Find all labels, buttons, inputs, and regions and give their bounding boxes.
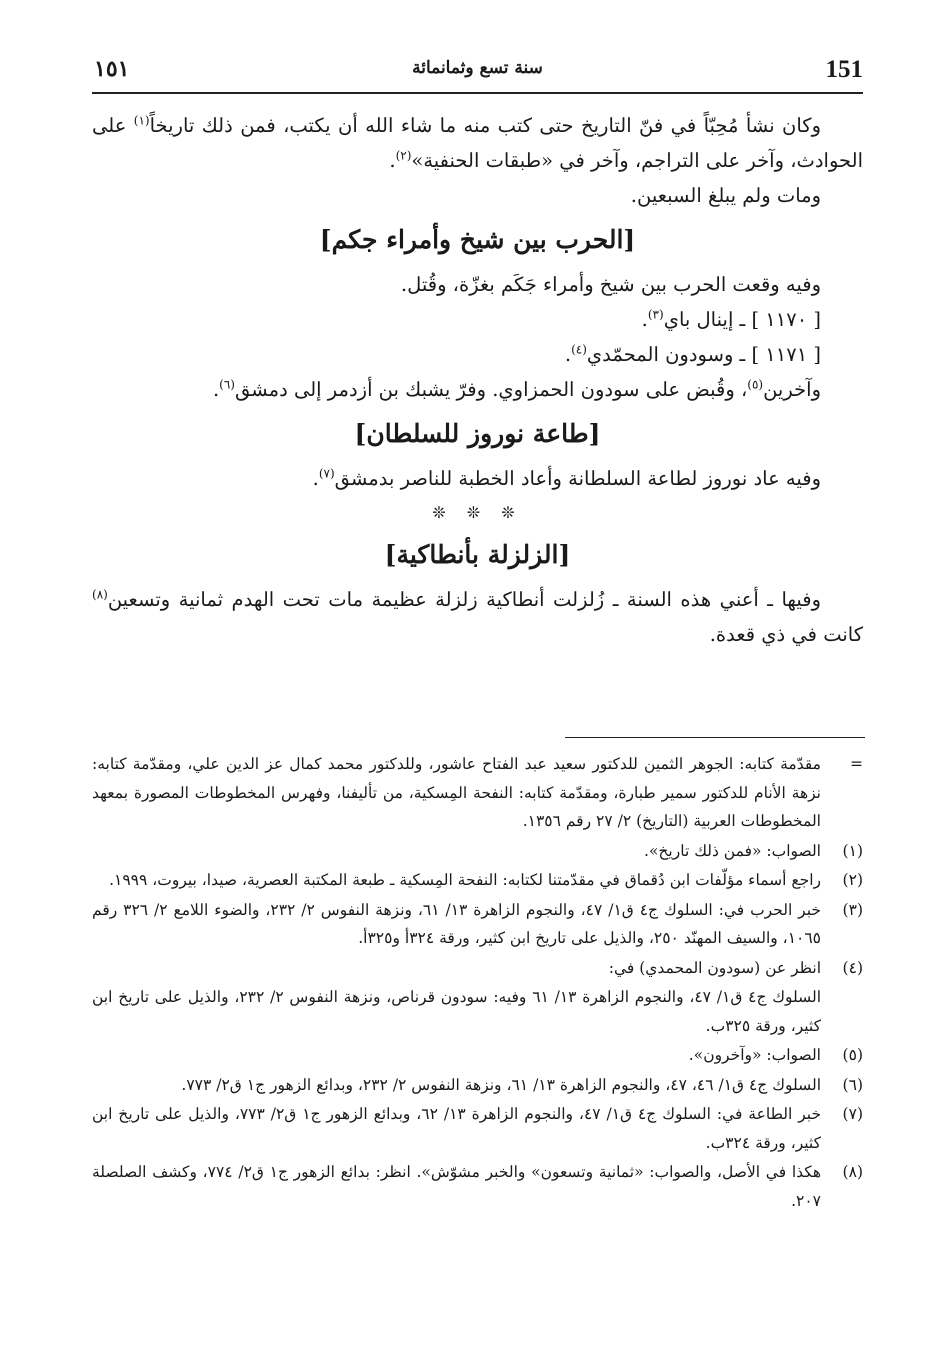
footnote-ref: (١): [133, 113, 150, 128]
footnote-text: خبر الحرب في: السلوك ج٤ ق١/ ٤٧، والنجوم الزاهرة ١٣/ ٦١، ونزهة النفوس ٢/ ٢٣٢، والضوء اللامع ٢/ ٣٢٦ رقم ١٠٦٥، والسيف المهنّد ٢٥٠، والذيل على تاريخ ابن كثير، ورقة ٣٢٤أ و٣٢٥أ.: [92, 900, 821, 947]
footnote-ref: (٢): [395, 148, 412, 163]
paragraph-text: على الحوادث، وآخر على التراجم، وآخر في «طبقات الحنفية»: [92, 114, 863, 172]
footnote-separator: [565, 737, 865, 738]
footnote-number: (٦): [842, 1075, 863, 1094]
footnote-1: [92, 837, 863, 866]
footnote-text: انظر عن (سودون المحمدي) في:: [608, 958, 821, 977]
entry-text: .: [564, 343, 572, 366]
footnote-6: [92, 1071, 863, 1100]
page-number-arabic: ١٥١: [94, 56, 130, 82]
entry-text: [ ١١٧٠ ] ـ إينال باي: [663, 308, 821, 331]
paragraph-text: وفيه عاد نوروز لطاعة السلطانة وأعاد الخطبة للناصر بدمشق: [334, 467, 821, 490]
footnote-2: [92, 866, 863, 895]
footnote-number: [821, 983, 863, 1040]
paragraph-text: ، وقُبض على سودون الحمزاوي. وفرّ يشبك بن أزدمر إلى دمشق: [234, 378, 748, 401]
footnote-ref: (٦): [219, 377, 235, 392]
footnote-ref: (٨): [92, 587, 108, 602]
paragraph-text: وفيها ـ أعني هذه السنة ـ زُلزلت أنطاكية زلزلة عظيمة مات تحت الهدم ثمانية وتسعين: [107, 588, 821, 611]
footnote-4-continued: [92, 983, 863, 1040]
paragraph-2: ومات ولم يبلغ السبعين.: [630, 184, 821, 207]
footnotes: [92, 750, 863, 1216]
footnote-ref: (٥): [747, 377, 764, 392]
entry-text: .: [641, 308, 648, 331]
footnote-number: (٧): [842, 1105, 863, 1123]
paragraph-4: [92, 372, 863, 407]
header-rule: [92, 92, 863, 94]
footnote-text: الصواب: «وآخرون».: [688, 1046, 821, 1064]
paragraph-6: [92, 582, 863, 652]
section-heading-war: [الحرب بين شيخ وأمراء جكم]: [319, 225, 636, 254]
page-header: [92, 52, 863, 92]
footnote-5: [92, 1041, 863, 1070]
footnote-text: مقدّمة كتابه: الجوهر الثمين للدكتور سعيد عبد الفتاح عاشور، وللدكتور محمد كمال عز الدين علي، ومقدّمة كتابه: نزهة الأنام للدكتور سمير طبارة، ومقدّمة كتابه: النفحة المِسكية، من تأليفنا، وفهرس المخطوطات المصورة بمعهد المخطوطات العربية (التاريخ) ٢/ ٢٧ رقم ١٣٥٦.: [92, 755, 821, 830]
footnote-4: [92, 954, 863, 983]
paragraph-text: .: [312, 467, 319, 490]
paragraph-1: [92, 108, 863, 178]
biography-entry-1171: [92, 337, 863, 372]
footnote-8: [92, 1158, 863, 1215]
footnote-text: السلوك ج٤ ق١/ ٤٦، ٤٧، والنجوم الزاهرة ١٣/ ٦١، ونزهة النفوس ٢/ ٢٣٢، وبدائع الزهور ج١ ق٢/ ٧٧٣.: [181, 1075, 821, 1094]
section-heading-earthquake: [الزلزلة بأنطاكية]: [384, 540, 571, 569]
footnote-text: راجع أسماء مؤلّفات ابن دُقماق في مقدّمتنا لكتابه: النفحة المِسكية ـ طبعة المكتبة العصرية، صيدا، بيروت، ١٩٩٩.: [109, 871, 821, 889]
footnote-3: [92, 896, 863, 953]
footnote-continuation: [92, 750, 863, 836]
footnote-number: (٣): [842, 900, 863, 919]
paragraph-text: وكان نشأ مُحِبّاً في فنّ التاريخ حتى كتب منه ما شاء الله أن يكتب، فمن ذلك تاريخاً: [149, 114, 822, 137]
paragraph-3: وفيه وقعت الحرب بين شيخ وأمراء جَكَم بغزّة، وقُتل.: [400, 273, 821, 296]
footnote-text: السلوك ج٤ ق١/ ٤٧، والنجوم الزاهرة ١٣/ ٦١ وفيه: سودون قرناص، ونزهة النفوس ٢/ ٢٣٢، والذيل على تاريخ ابن كثير، ورقة ٣٢٥ب.: [92, 988, 821, 1035]
footnote-number: =: [850, 755, 863, 773]
paragraph-5: [92, 461, 863, 496]
paragraph-text: كانت في ذي قعدة.: [709, 623, 863, 646]
main-text: [92, 108, 863, 652]
entry-text: [ ١١٧١ ] ـ وسودون المحمّدي: [586, 343, 821, 366]
paragraph-text: .: [212, 378, 220, 401]
section-separator-stars: ❊ ❊ ❊: [432, 503, 523, 522]
footnote-number: (٤): [842, 958, 863, 977]
running-title: سنة تسع وثمانمائة: [412, 58, 543, 78]
footnote-number: (٢): [842, 871, 863, 889]
biography-entry-1170: [92, 302, 863, 337]
footnote-text: الصواب: «فمن ذلك تاريخ».: [644, 841, 821, 860]
footnote-text: خبر الطاعة في: السلوك ج٤ ق١/ ٤٧، والنجوم الزاهرة ١٣/ ٦٢، وبدائع الزهور ج١ ق٢/ ٧٧٣، والذيل على تاريخ ابن كثير، ورقة ٣٢٤ب.: [92, 1105, 822, 1152]
footnote-ref: (٧): [318, 466, 335, 481]
footnote-ref: (٣): [647, 307, 664, 322]
section-heading-obedience: [طاعة نوروز للسلطان]: [354, 419, 601, 448]
paragraph-text: وآخرين: [763, 378, 821, 401]
paragraph-text: .: [389, 149, 396, 172]
footnote-7: [92, 1100, 863, 1157]
footnote-text: هكذا في الأصل، والصواب: «ثمانية وتسعون» والخبر مشوّش». انظر: بدائع الزهور ج١ ق٢/ ٧٧٤، وكشف الصلصلة ٢٠٧.: [92, 1163, 822, 1210]
page-number-latin: 151: [825, 56, 863, 83]
footnote-ref: (٤): [571, 342, 587, 357]
footnote-number: (٥): [842, 1046, 863, 1064]
footnote-number: (١): [842, 841, 863, 860]
footnote-number: (٨): [842, 1163, 863, 1181]
